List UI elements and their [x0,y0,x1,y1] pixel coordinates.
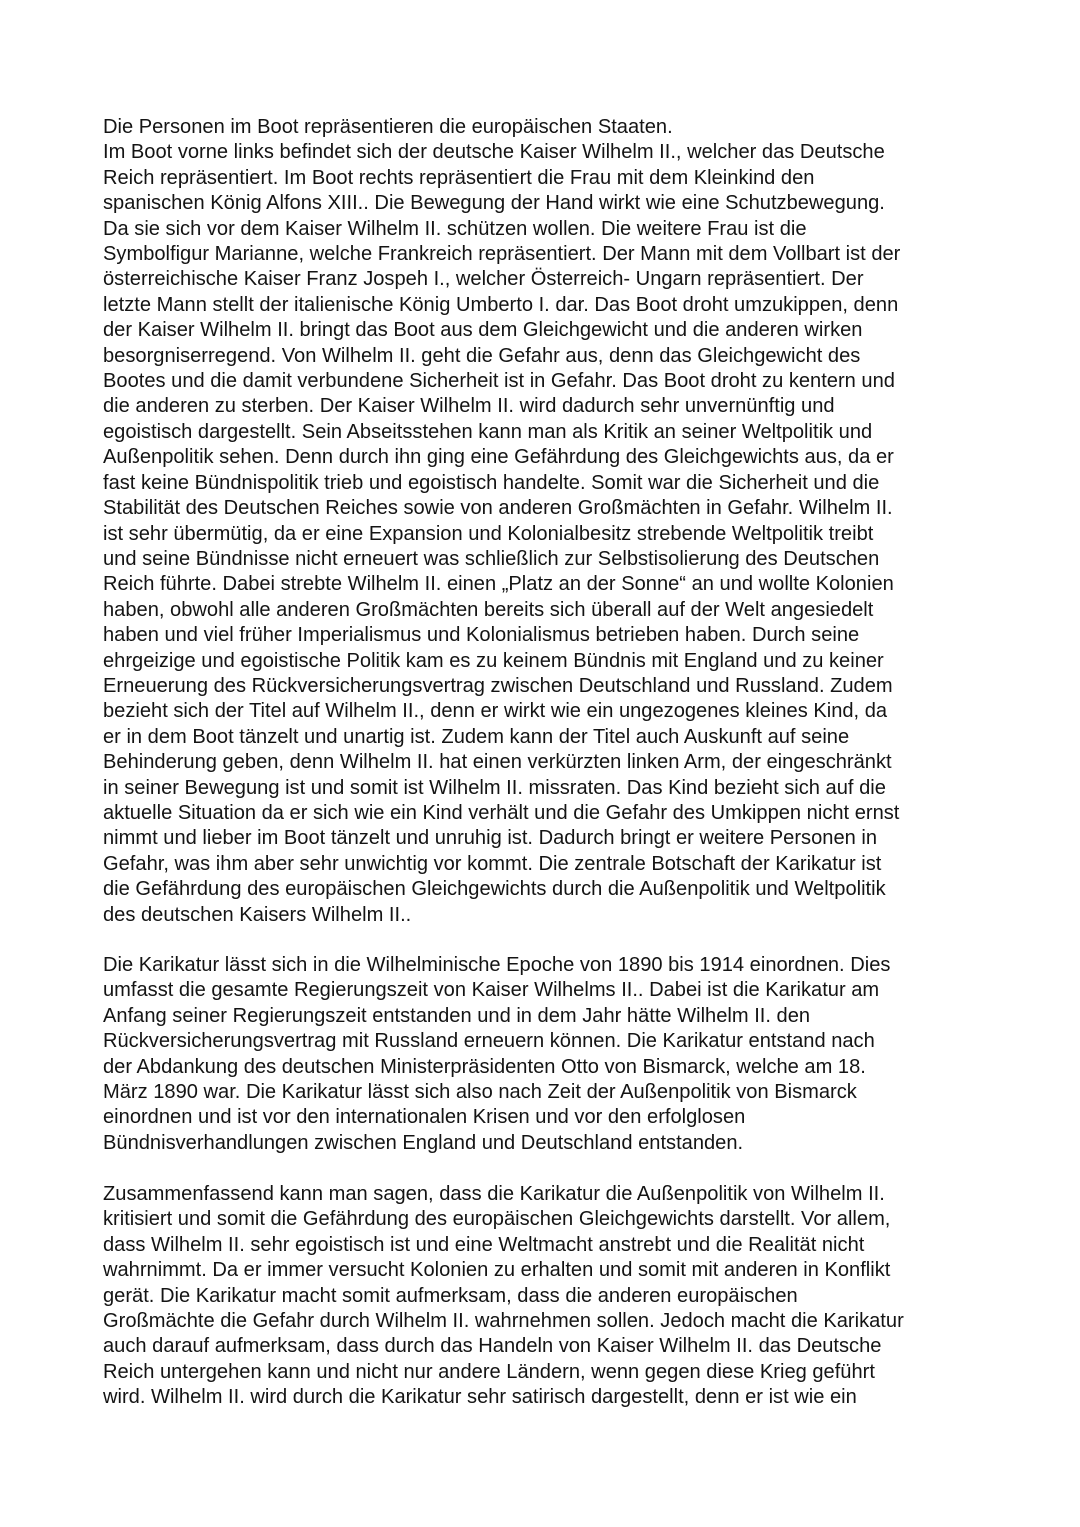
text-line: der Abdankung des deutschen Ministerpräsidenten Otto von Bismarck, welche am 18. [103,1055,866,1078]
paragraph-conclusion [103,1182,983,1411]
text-line: März 1890 war. Die Karikatur lässt sich also nach Zeit der Außenpolitik von Bismarck [103,1081,857,1104]
text-line: Bündnisverhandlungen zwischen England und Deutschland entstanden. [103,1131,744,1154]
text-line: Reich untergehen kann und nicht nur andere Ländern, wenn gegen diese Krieg geführt [103,1360,875,1383]
text-line: gerät. Die Karikatur macht somit aufmerksam, dass die anderen europäischen [103,1284,798,1307]
text-line: Die Personen im Boot repräsentieren die europäischen Staaten. [103,116,673,138]
text-line: Stabilität des Deutschen Reiches sowie von anderen Großmächten in Gefahr. Wilhelm II. [103,497,893,520]
text-line: ehrgeizige und egoistische Politik kam es zu keinem Bündnis mit England und zu keiner [103,649,884,672]
text-line: Erneuerung des Rückversicherungsvertrag zwischen Deutschland und Russland. Zudem [103,674,893,697]
text-line: fast keine Bündnispolitik trieb und egoistisch handelte. Somit war die Sicherheit und die [103,471,880,494]
text-line: auch darauf aufmerksam, dass durch das Handeln von Kaiser Wilhelm II. das Deutsche [103,1335,882,1358]
text-line: Symbolfigur Marianne, welche Frankreich repräsentiert. Der Mann mit dem Vollbart ist der [103,243,901,266]
text-line: Bootes und die damit verbundene Sicherheit ist in Gefahr. Das Boot droht zu kentern und [103,370,895,393]
text-line: letzte Mann stellt der italienische König Umberto I. dar. Das Boot droht umzukippen, denn [103,293,899,316]
text-line: die anderen zu sterben. Der Kaiser Wilhelm II. wird dadurch sehr unvernünftig und [103,395,835,418]
text-line: des deutschen Kaisers Wilhelm II.. [103,903,412,926]
text-line: er in dem Boot tänzelt und unartig ist. Zudem kann der Titel auch Auskunft auf seine [103,725,850,748]
paragraph-historical-context [103,953,983,1156]
text-line: Gefahr, was ihm aber sehr unwichtig vor kommt. Die zentrale Botschaft der Karikatur ist [103,852,882,875]
text-line: haben und viel früher Imperialismus und Kolonialismus betrieben haben. Durch seine [103,624,860,647]
paragraph-boat-description [103,115,983,928]
text-line: Großmächte die Gefahr durch Wilhelm II. wahrnehmen sollen. Jedoch macht die Karikatur [103,1310,904,1333]
text-line: Reich führte. Dabei strebte Wilhelm II. einen „Platz an der Sonne“ an und wollte Kolonien [103,573,894,596]
text-line: umfasst die gesamte Regierungszeit von Kaiser Wilhelms II.. Dabei ist die Karikatur am [103,979,880,1002]
text-line: Zusammenfassend kann man sagen, dass die Karikatur die Außenpolitik von Wilhelm II. [103,1183,885,1205]
text-line: Behinderung geben, denn Wilhelm II. hat einen verkürzten linken Arm, der eingeschränkt [103,751,892,774]
text-line: Im Boot vorne links befindet sich der deutsche Kaiser Wilhelm II., welcher das Deutsche [103,141,885,164]
text-line: österreichische Kaiser Franz Jospeh I., welcher Österreich- Ungarn repräsentiert. Der [103,268,864,291]
text-line: besorgniserregend. Von Wilhelm II. geht die Gefahr aus, denn das Gleichgewicht des [103,344,861,367]
text-line: einordnen und ist vor den internationalen Krisen und vor den erfolglosen [103,1106,746,1129]
text-line: kritisiert und somit die Gefährdung des europäischen Gleichgewichts darstellt. Vor allem, [103,1208,891,1231]
text-line: Die Karikatur lässt sich in die Wilhelminische Epoche von 1890 bis 1914 einordnen. Dies [103,954,891,976]
text-line: Anfang seiner Regierungszeit entstanden und in dem Jahr hätte Wilhelm II. den [103,1004,811,1027]
text-line: aktuelle Situation da er sich wie ein Kind verhält und die Gefahr des Umkippen nicht ernst [103,801,900,824]
text-line: dass Wilhelm II. sehr egoistisch ist und eine Weltmacht anstrebt und die Realität nicht [103,1233,865,1256]
text-line: nimmt und lieber im Boot tänzelt und unruhig ist. Dadurch bringt er weitere Personen in [103,827,878,850]
text-line: Reich repräsentiert. Im Boot rechts repräsentiert die Frau mit dem Kleinkind den [103,166,815,189]
text-line: wahrnimmt. Da er immer versucht Kolonien zu erhalten und somit mit anderen in Konflikt [103,1259,891,1282]
text-line: wird. Wilhelm II. wird durch die Karikatur sehr satirisch dargestellt, denn er ist wie ein [103,1386,857,1409]
text-line: in seiner Bewegung ist und somit ist Wilhelm II. missraten. Das Kind bezieht sich auf die [103,776,886,799]
text-line: spanischen König Alfons XIII.. Die Bewegung der Hand wirkt wie eine Schutzbewegung. [103,192,885,215]
text-line: ist sehr übermütig, da er eine Expansion und Kolonialbesitz strebende Weltpolitik treibt [103,522,874,545]
text-line: die Gefährdung des europäischen Gleichgewichts durch die Außenpolitik und Weltpolitik [103,878,886,901]
text-line: bezieht sich der Titel auf Wilhelm II., denn er wirkt wie ein ungezogenes kleines Kind, da [103,700,888,723]
text-line: egoistisch dargestellt. Sein Abseitsstehen kann man als Kritik an seiner Weltpolitik und [103,420,873,443]
text-line: Rückversicherungsvertrag mit Russland erneuern können. Die Karikatur entstand nach [103,1030,875,1053]
text-line: der Kaiser Wilhelm II. bringt das Boot aus dem Gleichgewicht und die anderen wirken [103,319,863,342]
text-line: haben, obwohl alle anderen Großmächten bereits sich überall auf der Welt angesiedelt [103,598,874,621]
text-line: Außenpolitik sehen. Denn durch ihn ging eine Gefährdung des Gleichgewichts aus, da er [103,446,894,469]
text-line: und seine Bündnisse nicht erneuert was schließlich zur Selbstisolierung des Deutschen [103,547,880,570]
text-line: Da sie sich vor dem Kaiser Wilhelm II. schützen wollen. Die weitere Frau ist die [103,217,807,240]
